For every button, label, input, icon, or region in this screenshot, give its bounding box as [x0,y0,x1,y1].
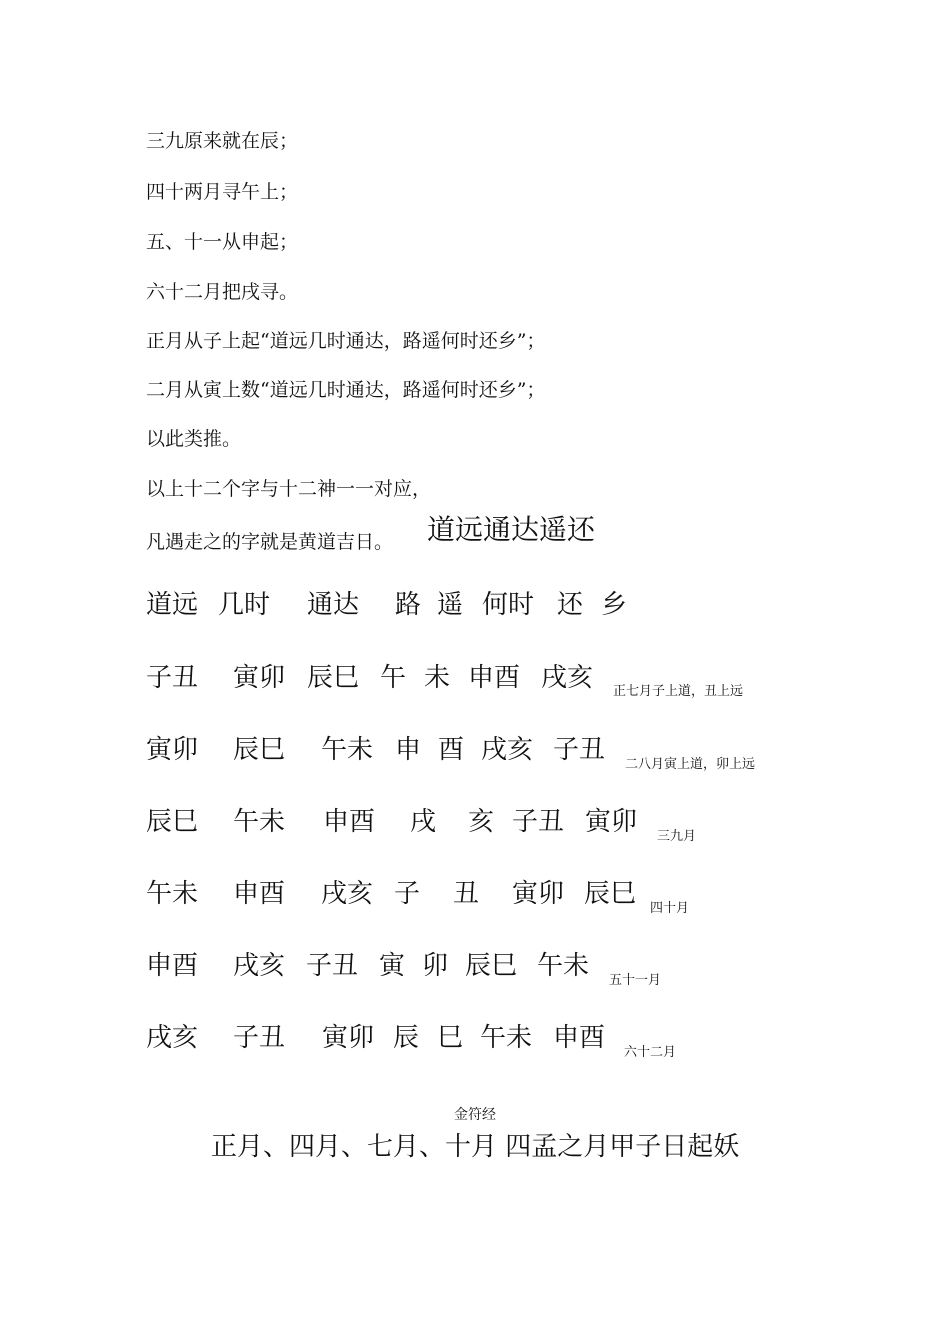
table-cell: 寅卯 [512,879,565,909]
intro-line-4: 六十二月把戌寻。 [146,281,299,303]
table-cell: 寅卯 [322,1023,375,1053]
table-cell: 辰巳 [146,807,199,837]
table-cell: 辰巳 [233,735,286,765]
table-cell: 寅卯 [585,807,638,837]
row-note: 正七月子上道，丑上远 [613,684,744,699]
table-cell: 戌亥 [321,879,374,909]
header-cell: 乡 [601,590,628,620]
intro-heading: 道远通达遥还 [427,513,596,546]
table-cell: 子丑 [146,663,199,693]
table-cell: 辰巳 [307,663,360,693]
table-cell: 午未 [480,1023,533,1053]
intro-line-1: 三九原来就在辰； [146,130,299,152]
table-cell: 卯 [422,951,449,981]
header-cell: 遥 [437,590,464,620]
header-cell: 通达 [307,590,360,620]
table-cell: 子 [394,879,421,909]
table-cell: 戌亥 [481,735,534,765]
section-caption: 金符经 [454,1107,496,1123]
table-cell: 戌亥 [541,663,594,693]
header-cell: 几时 [218,590,271,620]
table-cell: 寅 [379,951,406,981]
row-note: 四十月 [650,901,690,916]
table-cell: 午未 [321,735,374,765]
table-cell: 未 [424,663,451,693]
header-cell: 何时 [482,590,535,620]
table-cell: 申酉 [146,951,199,981]
table-cell: 寅卯 [233,663,286,693]
row-note: 二八月寅上道，卯上远 [625,757,756,772]
table-cell: 申酉 [323,807,376,837]
table-cell: 子丑 [306,951,359,981]
intro-line-8: 以上十二个字与十二神一一对应， [146,478,432,500]
table-cell: 寅卯 [146,735,199,765]
table-cell: 午未 [233,807,286,837]
intro-line-9: 凡遇走之的字就是黄道吉日。 [146,531,394,553]
table-cell: 午未 [537,951,590,981]
row-note: 三九月 [657,829,697,844]
table-cell: 辰巳 [584,879,637,909]
table-cell: 巳 [437,1023,464,1053]
row-note: 六十二月 [624,1045,677,1060]
table-cell: 申 [395,735,422,765]
table-cell: 戌亥 [233,951,286,981]
table-cell: 辰巳 [465,951,518,981]
intro-line-6: 二月从寅上数“道远几时通达，路遥何时还乡”； [146,379,546,401]
table-cell: 申酉 [233,879,286,909]
header-cell: 道远 [146,590,199,620]
header-cell: 路 [395,590,422,620]
table-cell: 亥 [468,807,495,837]
row-note: 五十一月 [609,973,662,988]
table-cell: 酉 [438,735,465,765]
table-cell: 午 [380,663,407,693]
table-cell: 辰 [393,1023,420,1053]
intro-line-5: 正月从子上起“道远几时通达，路遥何时还乡”； [146,330,546,352]
table-cell: 戌 [410,807,437,837]
header-cell: 还 [557,590,584,620]
table-cell: 子丑 [233,1023,286,1053]
table-cell: 子丑 [512,807,565,837]
table-cell: 申酉 [468,663,521,693]
section-heading: 正月、四月、七月、十月 四孟之月甲子日起妖 [211,1132,740,1162]
intro-line-7: 以此类推。 [146,428,242,450]
table-cell: 子丑 [553,735,606,765]
table-cell: 午未 [146,879,199,909]
intro-line-2: 四十两月寻午上； [146,181,299,203]
table-cell: 戌亥 [146,1023,199,1053]
intro-line-3: 五、十一从申起； [146,231,299,253]
table-cell: 丑 [453,879,480,909]
table-cell: 申酉 [553,1023,606,1053]
